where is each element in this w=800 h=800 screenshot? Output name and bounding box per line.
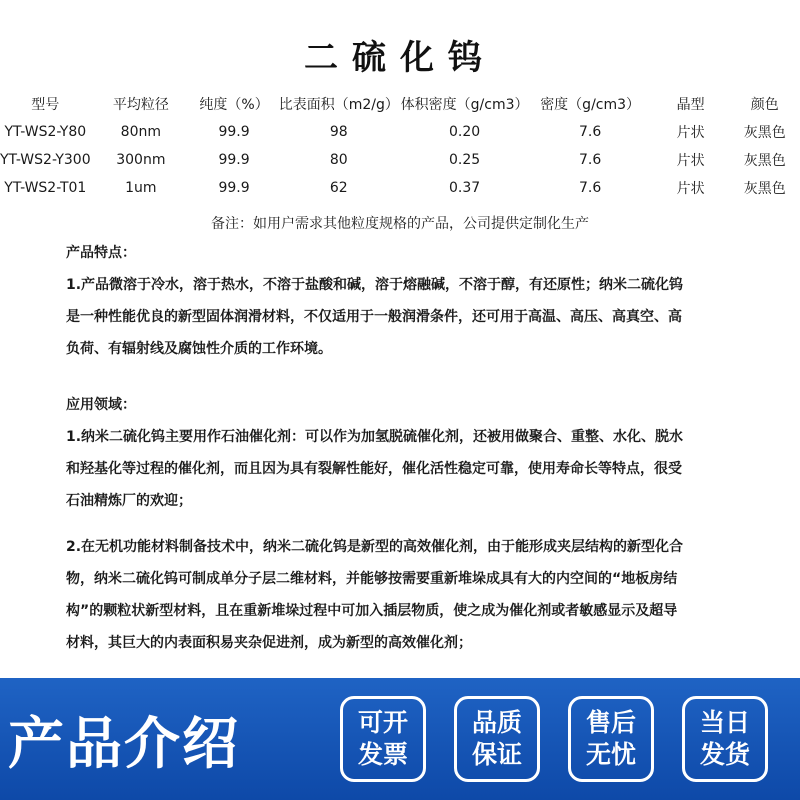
table-cell: 灰黑色: [743, 153, 786, 169]
table-cell: 7.6: [578, 152, 602, 168]
quality-badge: [454, 696, 540, 782]
features-line: 1.产品微溶于冷水，溶于热水，不溶于盐酸和碱，溶于熔融碱，不溶于醇，有还原性；纳米二硫化钨: [66, 277, 684, 293]
table-cell: 80nm: [120, 124, 161, 140]
features-section: [66, 237, 746, 365]
table-cell: 99.9: [218, 180, 250, 196]
same-day-shipping-badge: [682, 696, 768, 782]
table-row: [0, 118, 800, 146]
header-model: 型号: [31, 97, 60, 113]
table-cell: 1um: [125, 180, 157, 196]
application-line: 2.在无机功能材料制备技术中，纳米二硫化钨是新型的高效催化剂，由于能形成夹层结构的新型化合: [66, 539, 684, 555]
table-row: [0, 174, 800, 202]
table-cell: 80: [329, 152, 348, 168]
table-cell: 片状: [676, 125, 705, 141]
badge-line: 保证: [471, 740, 522, 769]
table-row: [0, 146, 800, 174]
header-purity: 纯度（%）: [199, 97, 269, 113]
applications-section: [66, 389, 746, 517]
custom-order-note: 备注：如用户需求其他粒度规格的产品，公司提供定制化生产: [211, 216, 589, 232]
applications-heading: 应用领域：: [66, 397, 136, 413]
header-surface-area: 比表面积（m2/g）: [278, 97, 399, 113]
table-cell: 99.9: [218, 152, 250, 168]
table-cell: 灰黑色: [743, 125, 786, 141]
table-cell: YT-WS2-Y80: [4, 124, 87, 140]
header-crystal-form: 晶型: [676, 97, 705, 113]
after-sales-badge: [568, 696, 654, 782]
application-line: 石油精炼厂的欢迎；: [66, 493, 192, 509]
applications-item-2: [66, 531, 746, 659]
application-line: 1.纳米二硫化钨主要用作石油催化剂：可以作为加氢脱硫催化剂，还被用做聚合、重整、水化、脱水: [66, 429, 684, 445]
table-cell: 片状: [676, 181, 705, 197]
badge-line: 当日: [699, 708, 750, 737]
footer-banner: [0, 678, 800, 800]
badge-line: 发票: [357, 740, 408, 769]
table-cell: YT-WS2-T01: [4, 180, 87, 196]
badge-line: 可开: [357, 708, 408, 737]
application-line: 物，纳米二硫化钨可制成单分子层二维材料，并能够按需要重新堆垛成具有大的内空间的“地板房结: [66, 571, 678, 587]
application-line: 和羟基化等过程的催化剂，而且因为具有裂解性能好，催化活性稳定可靠，使用寿命长等特点，很受: [66, 461, 682, 477]
application-line: 材料，其巨大的内表面积易夹杂促进剂，成为新型的高效催化剂；: [66, 635, 472, 651]
header-density: 密度（g/cm3）: [540, 97, 641, 113]
table-cell: 7.6: [578, 180, 602, 196]
table-cell: 300nm: [116, 152, 166, 168]
table-cell: 0.37: [448, 180, 481, 196]
table-cell: 98: [329, 124, 348, 140]
invoice-badge: [340, 696, 426, 782]
spec-table: [0, 90, 800, 202]
badge-line: 无忧: [585, 740, 636, 769]
header-bulk-density: 体积密度（g/cm3）: [400, 97, 529, 113]
features-line: 是一种性能优良的新型固体润滑材料，不仅适用于一般润滑条件，还可用于高温、高压、高真空、高: [66, 309, 682, 325]
table-cell: 灰黑色: [743, 181, 786, 197]
features-heading: 产品特点：: [66, 245, 136, 261]
table-cell: 片状: [676, 153, 705, 169]
badge-line: 售后: [585, 708, 636, 737]
features-line: 负荷、有辐射线及腐蚀性介质的工作环境。: [66, 341, 332, 357]
table-cell: YT-WS2-Y300: [0, 152, 91, 168]
badge-line: 品质: [471, 708, 522, 737]
table-cell: 0.20: [448, 124, 481, 140]
table-cell: 7.6: [578, 124, 602, 140]
header-particle-size: 平均粒径: [112, 97, 169, 113]
table-header-row: [0, 90, 800, 118]
badge-line: 发货: [699, 740, 750, 769]
table-cell: 62: [329, 180, 348, 196]
footer-title: 产品介绍: [8, 712, 240, 777]
table-cell: 0.25: [448, 152, 481, 168]
header-color: 颜色: [750, 97, 779, 113]
table-cell: 99.9: [218, 124, 250, 140]
application-line: 构”的颗粒状新型材料，且在重新堆垛过程中可加入插层物质，使之成为催化剂或者敏感显示及超导: [66, 603, 678, 619]
page-title: 二硫化钨: [304, 38, 496, 78]
